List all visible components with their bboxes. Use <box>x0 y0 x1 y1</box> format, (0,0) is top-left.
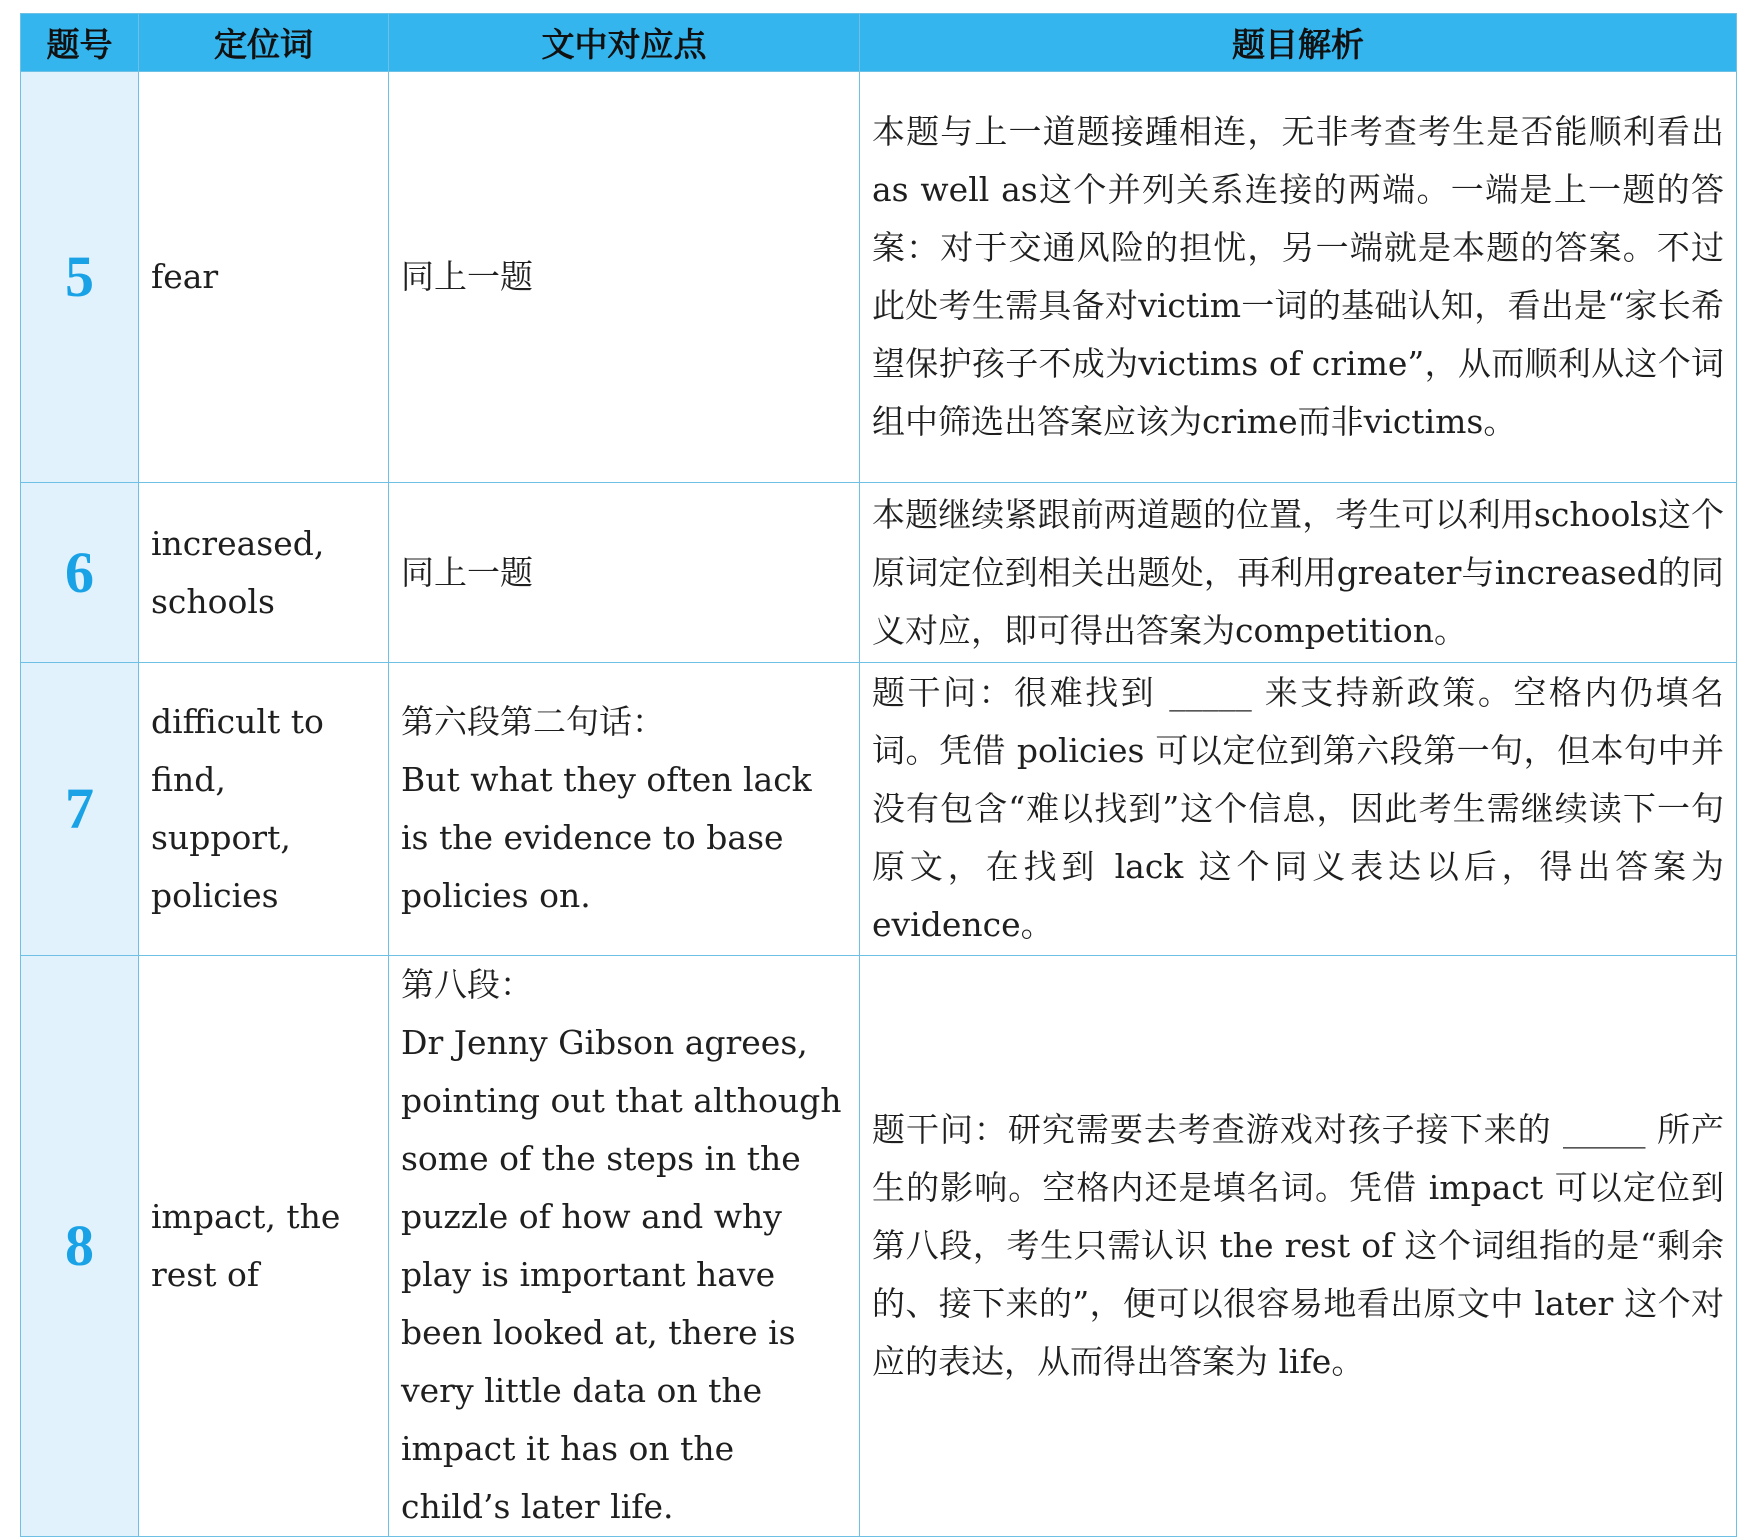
header-analysis: 题目解析 <box>860 14 1737 72</box>
source-quote: But what they often lack is the evidence to base policies on. <box>401 760 812 915</box>
source-cell: 同上一题 <box>389 483 860 663</box>
analysis-table <box>20 13 1737 1537</box>
source-label: 第六段第二句话： <box>401 702 665 741</box>
table-row <box>21 72 1737 483</box>
analysis-cell: 本题与上一道题接踵相连，无非考查考生是否能顺利看出as well as这个并列关系连接的两端。一端是上一题的答案：对于交通风险的担忧，另一端就是本题的答案。不过此处考生需具备对victim一词的基础认知，看出是“家长希望保护孩子不成为victims of crime”，从而顺利从这个词组中筛选出答案应该为crime而非victims。 <box>860 72 1737 483</box>
keywords-cell: increased, schools <box>139 483 389 663</box>
analysis-cell: 题干问：研究需要去考查游戏对孩子接下来的 _____ 所产生的影响。空格内还是填名词。凭借 impact 可以定位到第八段，考生只需认识 the rest of 这个词组指的是“剩余的、接下来的”，便可以很容易地看出原文中 later 这个对应的表达，从而得出答案为 life。 <box>860 956 1737 1537</box>
source-label: 第八段： <box>401 965 533 1004</box>
analysis-cell: 题干问：很难找到 _____ 来支持新政策。空格内仍填名词。凭借 policies 可以定位到第六段第一句，但本句中并没有包含“难以找到”这个信息，因此考生需继续读下一句原文，在找到 lack 这个同义表达以后，得出答案为 evidence。 <box>860 663 1737 956</box>
table-row <box>21 483 1737 663</box>
source-cell <box>389 956 860 1537</box>
source-quote: Dr Jenny Gibson agrees, pointing out that although some of the steps in the puzzle of how and why play is important have been looked at, there is very little data on the impact it has on the child’s later life. <box>401 1023 842 1526</box>
table-row <box>21 663 1737 956</box>
source-cell <box>389 663 860 956</box>
keywords-cell: impact, the rest of <box>139 956 389 1537</box>
keywords-cell: fear <box>139 72 389 483</box>
analysis-cell: 本题继续紧跟前两道题的位置，考生可以利用schools这个原词定位到相关出题处，再利用greater与increased的同义对应，即可得出答案为competition。 <box>860 483 1737 663</box>
table-row <box>21 956 1737 1537</box>
question-number: 8 <box>21 956 139 1537</box>
question-number: 7 <box>21 663 139 956</box>
header-question-number: 题号 <box>21 14 139 72</box>
source-cell: 同上一题 <box>389 72 860 483</box>
question-number: 5 <box>21 72 139 483</box>
question-number: 6 <box>21 483 139 663</box>
header-keywords: 定位词 <box>139 14 389 72</box>
header-source-text: 文中对应点 <box>389 14 860 72</box>
keywords-cell: difficult to find, support, policies <box>139 663 389 956</box>
header-row <box>21 14 1737 72</box>
